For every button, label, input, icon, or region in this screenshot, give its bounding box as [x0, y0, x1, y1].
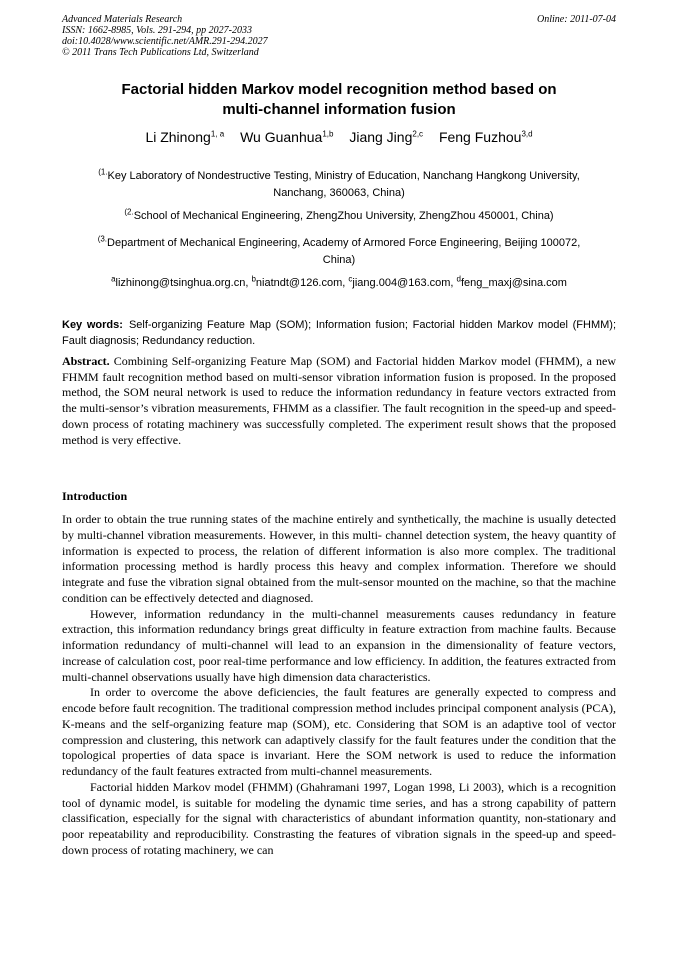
affiliation-3 — [62, 235, 616, 269]
author-name: Li Zhinong — [145, 129, 211, 145]
email-address: lizhinong@tsinghua.org.cn, — [115, 277, 249, 289]
email-mark: d — [456, 274, 461, 284]
doi-line: doi:10.4028/www.scientific.net/AMR.291-294.2027 — [62, 36, 268, 47]
email-mark: a — [111, 274, 116, 284]
body-paragraph: In order to obtain the true running states of the machine entirely and synthetically, the machine is usually detected by multi-channel vibration measurements. However, in this multi- channel detection system, the heavy quantity of information is expected to process, the relation of different information is also more complex. The traditional information processing method is hardly process this heavy and complex information. Therefore we should integrate and fuse the vibration signal obtained from the mult-sensor mounted on the machine, so that the machine condition can be effectively detected and diagnosed. — [62, 512, 616, 605]
author-sup: 2,c — [412, 129, 424, 139]
author-list — [62, 128, 616, 146]
author — [145, 129, 224, 145]
author-sup: 3,d — [521, 129, 533, 139]
email-address: niatndt@126.com, — [255, 277, 346, 289]
affiliation-mark: (2. — [124, 207, 134, 217]
email-address: jiang.004@163.com, — [352, 277, 454, 289]
email-mark: c — [348, 274, 353, 284]
affiliation-2 — [62, 208, 616, 225]
email-list — [62, 275, 616, 292]
affiliation-line: Nanchang, 360063, China) — [273, 187, 405, 199]
paper-title — [62, 80, 616, 120]
copyright-line: © 2011 Trans Tech Publications Ltd, Switzerland — [62, 47, 259, 58]
abstract-label: Abstract. — [62, 354, 110, 368]
online-date: Online: 2011-07-04 — [537, 14, 616, 25]
keywords-text: Self-organizing Feature Map (SOM); Information fusion; Factorial hidden Markov model (FHMM); Fault diagnosis; Redundancy reduction. — [62, 319, 616, 347]
body-paragraph: Factorial hidden Markov model (FHMM) (Ghahramani 1997, Logan 1998, Li 2003), which is a recognition tool of dynamic model, is suitable for modeling the dynamic time series, and has a strong capability of pattern classification, especially for the signal with characteristics of abundant information quantity, non-stationary and poor repeatability and reproducibility. Constrasting the features of vibration signals in the speed-up and speed-down process of rotating machinery, we can — [62, 779, 616, 857]
title-line-1: Factorial hidden Markov model recognition method based on — [121, 81, 557, 98]
title-line-2: multi-channel information fusion — [222, 101, 456, 118]
journal-header — [62, 14, 616, 58]
keywords-label: Key words: — [62, 319, 123, 331]
author-sup: 1,b — [322, 129, 334, 139]
issn-line: ISSN: 1662-8985, Vols. 291-294, pp 2027-2033 — [62, 25, 252, 36]
abstract-text: Combining Self-organizing Feature Map (SOM) and Factorial hidden Markov model (FHMM), a new FHMM fault recognition method based on multi-sensor vibration information fusion is proposed. In the proposed method, the SOM neural network is used to reduce the information redundancy in feature vectors extracted from the multi-sensor’s vibration measurements, FHMM as a classifier. The fault recognition in the speed-up and speed-down process of rotating machinery was successfully completed. The experiment result shows that the proposed method is very effective. — [62, 354, 617, 447]
author-name: Wu Guanhua — [240, 129, 323, 145]
section-heading-introduction: Introduction — [62, 489, 128, 503]
affiliation-line: China) — [322, 254, 356, 266]
affiliation-1 — [62, 168, 616, 202]
author-name: Feng Fuzhou — [438, 129, 522, 145]
body-paragraph: However, information redundancy in the multi-channel measurements causes redundancy in feature extraction, this information redundancy brings great difficulty in feature extraction from machine faults. Because information redundancy of multi-channel will lead to an expansion in the dimensionality of feature vectors, increase of calculation cost, poor real-time performance and low efficiency. In addition, the features extracted from multi-channel observations usually have high dimension data characteristics. — [62, 606, 616, 684]
abstract-block — [62, 354, 616, 448]
affiliation-line: Department of Mechanical Engineering, Academy of Armored Force Engineering, Beijing 100072, — [107, 237, 581, 249]
affiliation-line: School of Mechanical Engineering, ZhengZhou University, ZhengZhou 450001, China) — [133, 210, 554, 222]
affiliation-mark: (3. — [97, 234, 108, 244]
author-name: Jiang Jing — [349, 129, 413, 145]
author-sup: 1, a — [210, 129, 225, 139]
journal-name: Advanced Materials Research — [62, 14, 183, 25]
keywords-block — [62, 317, 616, 349]
body-paragraph: In order to overcome the above deficiencies, the fault features are generally expected to compress and encode before fault recognition. The traditional compression method includes principal component analysis (PCA), K-means and the self-organizing feature map (SOM), etc. Considering that SOM is an adaptive tool of vector compression and clustering, this network can adaptively classify for the fault features under the condition that the topological properties of data space is invariant. Here the SOM network is used to reduce the information redundancy of the fault features extracted from multi-channel measurements. — [62, 685, 616, 778]
author — [349, 129, 423, 145]
introduction-body — [62, 512, 616, 859]
affiliation-mark: (1. — [98, 167, 108, 177]
email-address: feng_maxj@sina.com — [460, 277, 567, 289]
author — [240, 129, 333, 145]
email-mark: b — [251, 274, 256, 284]
affiliation-line: Key Laboratory of Nondestructive Testing, Ministry of Education, Nanchang Hangkong University, — [107, 170, 580, 182]
author — [439, 129, 533, 145]
